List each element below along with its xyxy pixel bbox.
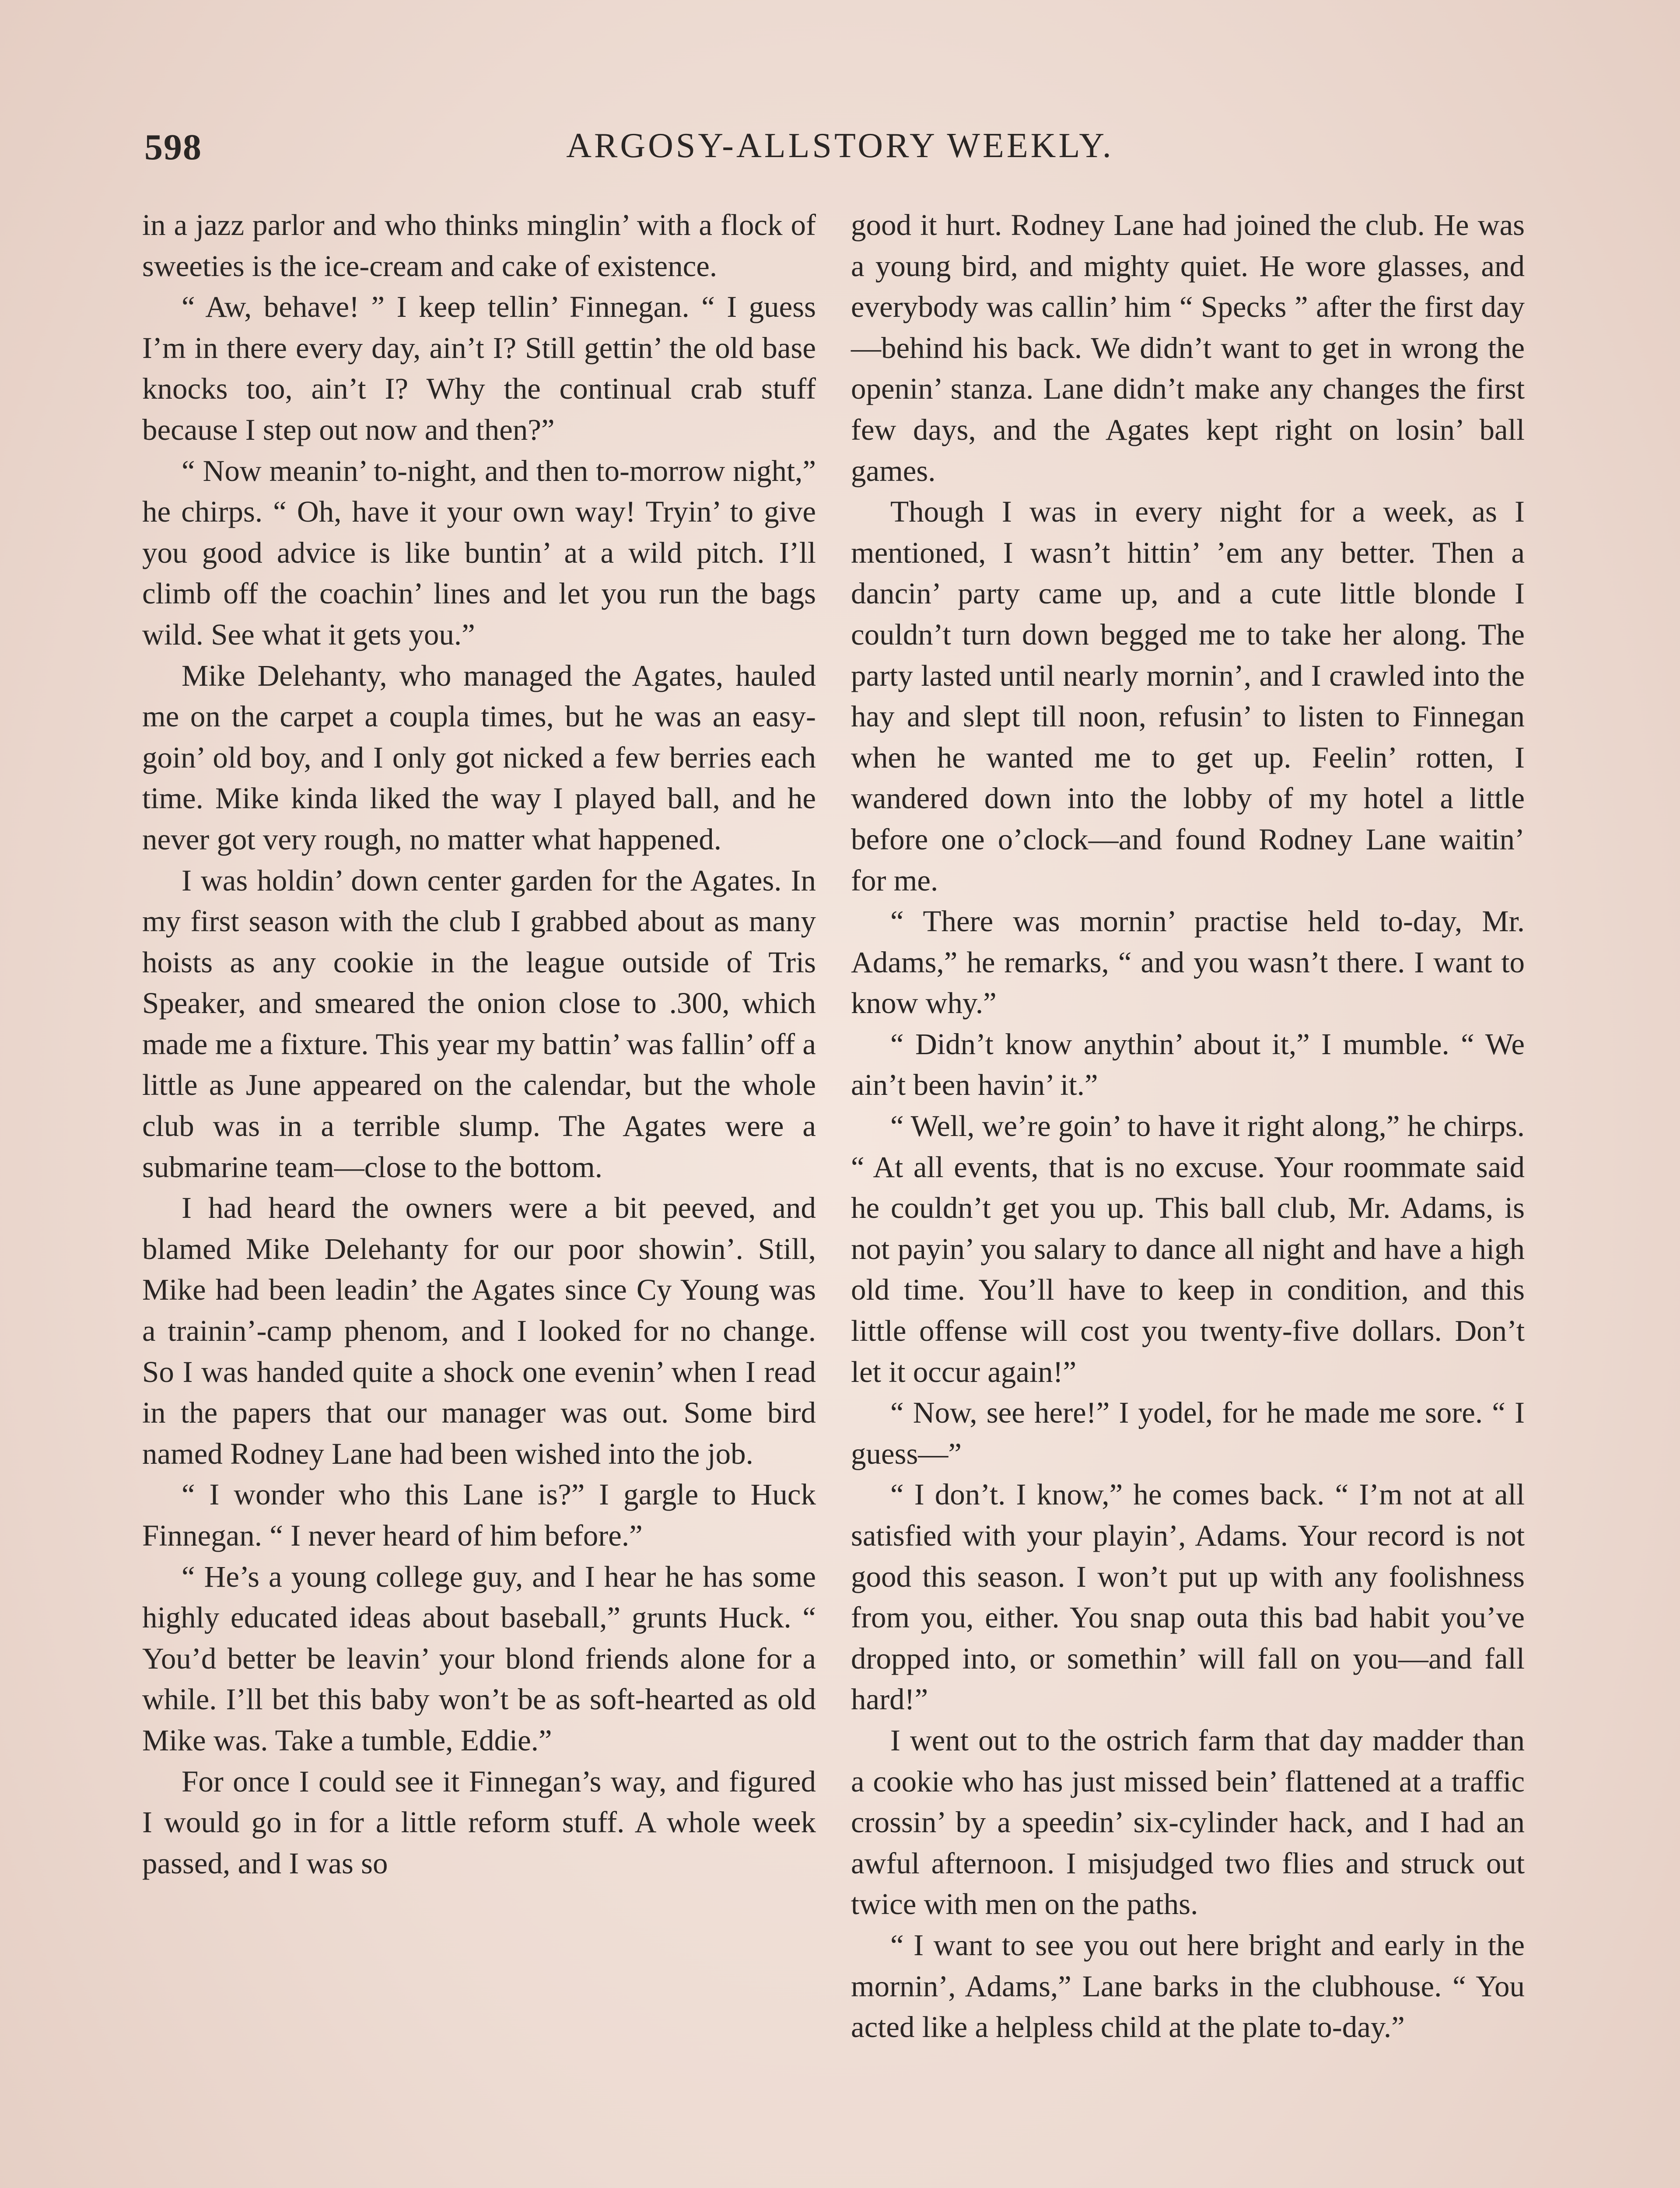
paragraph: “ Now meanin’ to-night, and then to-morrow night,” he chirps. “ Oh, have it your own way! Tryin’ to give you good advice is like buntin’ at a wild pitch. I’ll climb off the coachin’ lines and let you run the bags wild. See what it gets you.” xyxy=(142,454,816,651)
paragraph: I went out to the ostrich farm that day madder than a cookie who has just missed bein’ flattened at a traffic crossin’ by a speedin’ six-cylinder hack, and I had an awful afternoon. I misjudged two flies and struck out twice with men on the paths. xyxy=(851,1723,1525,1921)
paragraph: Though I was in every night for a week, as I mentioned, I wasn’t hittin’ ’em any better. Then a dancin’ party came up, and a cute little blonde I couldn’t turn down begged me to take her along. The party lasted until nearly mornin’, and I crawled into the hay and slept till noon, refusin’ to listen to Finnegan when he wanted me to get up. Feelin’ rotten, I wandered down into the lobby of my hotel a little before one o’clock—and found Rodney Lane waitin’ for me. xyxy=(851,495,1525,897)
page-number: 598 xyxy=(144,127,202,168)
left-column xyxy=(142,205,816,1884)
paragraph: “ I wonder who this Lane is?” I gargle to Huck Finnegan. “ I never heard of him before.” xyxy=(142,1478,816,1552)
paragraph: Mike Delehanty, who managed the Agates, hauled me on the carpet a coupla times, but he was an easy-goin’ old boy, and I only got nicked a few berries each time. Mike kinda liked the way I played ball, and he never got very rough, no matter what happened. xyxy=(142,659,816,856)
paragraph: “ Now, see here!” I yodel, for he made me sore. “ I guess—” xyxy=(851,1396,1525,1470)
paragraph: I had heard the owners were a bit peeved, and blamed Mike Delehanty for our poor showin’. Still, Mike had been leadin’ the Agates since Cy Young was a trainin’-camp phenom, and I looked for no change. So I was handed quite a shock one evenin’ when I read in the papers that our manager was out. Some bird named Rodney Lane had been wished into the job. xyxy=(142,1191,816,1470)
running-title: ARGOSY-ALLSTORY WEEKLY. xyxy=(566,126,1114,165)
paragraph: “ I want to see you out here bright and early in the mornin’, Adams,” Lane barks in the clubhouse. “ You acted like a helpless child at the plate to-day.” xyxy=(851,1928,1525,2044)
right-column xyxy=(851,205,1525,2048)
paragraph: in a jazz parlor and who thinks minglin’ with a flock of sweeties is the ice-cream and cake of existence. xyxy=(142,208,816,283)
paragraph: I was holdin’ down center garden for the Agates. In my first season with the club I grabbed about as many hoists as any cookie in the league outside of Tris Speaker, and smeared the onion close to .300, which made me a fixture. This year my battin’ was fallin’ off a little as June appeared on the calendar, but the whole club was in a terrible slump. The Agates were a submarine team—close to the bottom. xyxy=(142,863,816,1184)
paragraph: “ Didn’t know anythin’ about it,” I mumble. “ We ain’t been havin’ it.” xyxy=(851,1027,1525,1102)
paragraph: For once I could see it Finnegan’s way, and figured I would go in for a little reform stuff. A whole week passed, and I was so xyxy=(142,1764,816,1880)
paragraph: “ Well, we’re goin’ to have it right along,” he chirps. “ At all events, that is no excuse. Your roommate said he couldn’t get you up. This ball club, Mr. Adams, is not payin’ you salary to dance all night and have a high old time. You’ll have to keep in condition, and this little offense will cost you twenty-five dollars. Don’t let it occur again!” xyxy=(851,1109,1525,1389)
paragraph: good it hurt. Rodney Lane had joined the club. He was a young bird, and mighty quiet. He wore glasses, and everybody was callin’ him “ Specks ” after the first day—behind his back. We didn’t want to get in wrong the openin’ stanza. Lane didn’t make any changes the first few days, and the Agates kept right on losin’ ball games. xyxy=(851,208,1525,487)
paragraph: “ I don’t. I know,” he comes back. “ I’m not at all satisfied with your playin’, Adams. Your record is not good this season. I won’t put up with any foolishness from you, either. You snap outa this bad habit you’ve dropped into, or somethin’ will fall on you—and fall hard!” xyxy=(851,1478,1525,1716)
page-header xyxy=(140,126,1540,174)
paragraph: “ There was mornin’ practise held to-day, Mr. Adams,” he remarks, “ and you wasn’t there. I want to know why.” xyxy=(851,905,1525,1020)
paragraph: “ He’s a young college guy, and I hear he has some highly educated ideas about baseball,” grunts Huck. “ You’d better be leavin’ your blond friends alone for a while. I’ll bet this baby won’t be as soft-hearted as old Mike was. Take a tumble, Eddie.” xyxy=(142,1560,816,1757)
paragraph: “ Aw, behave! ” I keep tellin’ Finnegan. “ I guess I’m in there every day, ain’t I? Still gettin’ the old base knocks too, ain’t I? Why the continual crab stuff because I step out now and then?” xyxy=(142,290,816,446)
